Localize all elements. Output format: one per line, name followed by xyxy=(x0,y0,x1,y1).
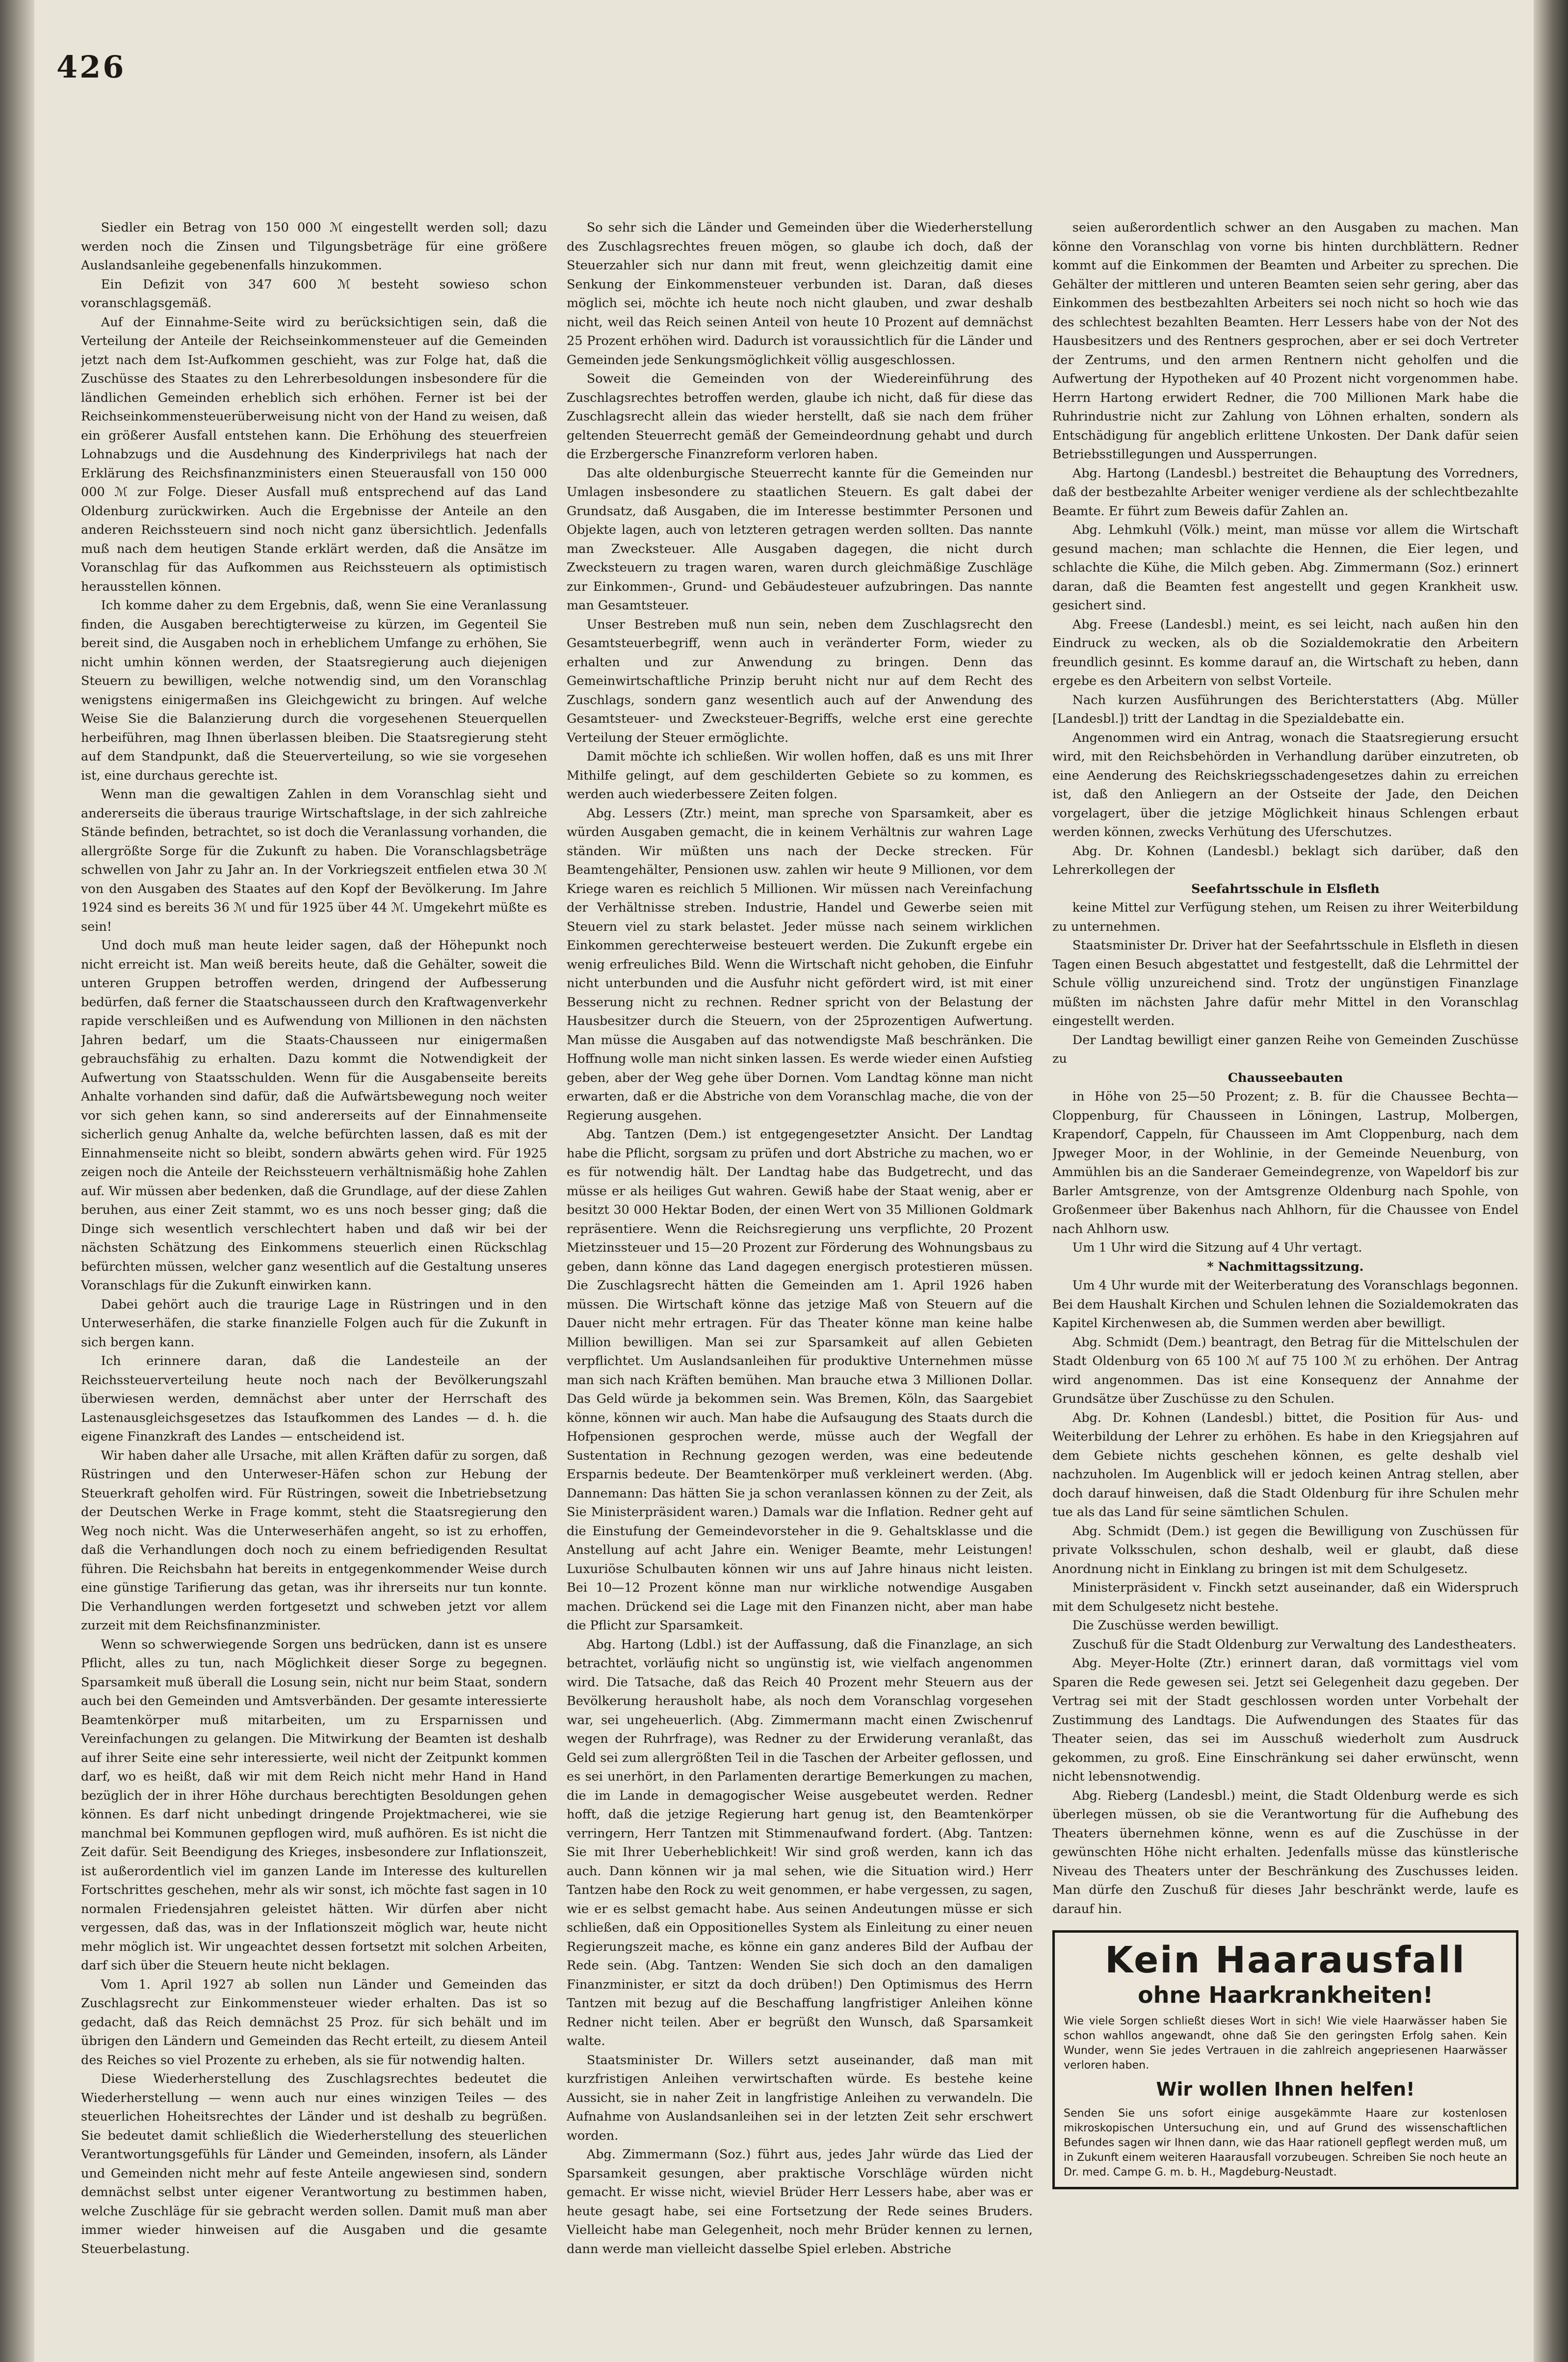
paragraph: Wenn so schwerwiegende Sorgen uns bedrücken, dann ist es unsere Pflicht, alles zu tun, nach Möglichkeit dieser Sorge zu begegnen. Sparsamkeit muß überall die Losung sein, nicht nur beim Staat, sondern auch bei den Gemeinden und Amtsverbänden. Der gesamte interessierte Beamtenkörper muß mitarbeiten, um zu Ersparnissen und Vereinfachungen zu gelangen. Die Mitwirkung der Beamten ist deshalb auf ihrer Seite eine sehr interessierte, weil nicht der Zeitpunkt kommen darf, wo es heißt, daß wir mit dem Reich nicht mehr Hand in Hand bezüglich der in ihrer Höhe durchaus berechtigten Besoldungen gehen können. Es darf nicht unbedingt dringende Projektmacherei, wie sie manchmal bei Kommunen gepflogen wird, muß aufhören. Es ist nicht die Zeit dafür. Seit Beendigung des Krieges, insbesondere zur Inflationszeit, ist außerordentlich viel im ganzen Lande im Interesse des kulturellen Fortschrittes geschehen, mehr als wir sonst, ich möchte fast sagen in 10 normalen Friedensjahren geleistet hätten. Wir dürfen aber nicht vergessen, daß das, was in der Inflationszeit möglich war, heute nicht mehr möglich ist. Wir ungeachtet dessen fortsetzt mit solchen Arbeiten, darf sich über die Steuern heute nicht beklagen. xyxy=(81,1637,547,1973)
column-1 xyxy=(81,218,547,2328)
paragraph: Chausseebauten xyxy=(1228,1070,1343,1085)
column-2 xyxy=(567,218,1033,2328)
paragraph: Abg. Lessers (Ztr.) meint, man spreche von Sparsamkeit, aber es würden Ausgaben gemacht, die in keinem Verhältnis zur wahren Lage ständen. Wir müßten uns nach der Decke strecken. Für Beamtengehälter, Pensionen usw. zahlen wir heute 9 Millionen, vor dem Kriege waren es reichlich 5 Millionen. Wir müssen nach Vereinfachung der Verhältnisse streben. Industrie, Handel und Gewerbe seien mit Steuern viel zu stark belastet. Jeder müsse nach seinem wirklichen Einkommen gerechterweise besteuert werden. Die Zukunft ergebe ein wenig erfreuliches Bild. Wenn die Wirtschaft nicht gehoben, die Einfuhr nicht unterbunden und die Ausfuhr nicht gefördert wird, ist mit einer Besserung nicht zu rechnen. Redner spricht von der Belastung der Hausbesitzer durch die Steuern, von der 25prozentigen Aufwertung. Man müsse die Ausgaben auf das notwendigste Maß beschränken. Die Hoffnung wolle man nicht sinken lassen. Es werde wieder einen Aufstieg geben, aber der Weg gehe über Dornen. Vom Landtag könne man nicht erwarten, daß er die Abstriche von dem Voranschlag mache, die von der Regierung ausgehen. xyxy=(567,806,1033,1123)
paragraph: * Nachmittagssitzung. xyxy=(1207,1259,1364,1274)
paragraph: Abg. Schmidt (Dem.) beantragt, den Betrag für die Mittelschulen der Stadt Oldenburg von 65 100 ℳ auf 75 100 ℳ zu erhöhen. Der Antrag wird angenommen. Das ist eine Konsequenz der Annahme der Grundsätze über Zuschüsse zu den Schulen. xyxy=(1052,1335,1518,1406)
paragraph: Um 1 Uhr wird die Sitzung auf 4 Uhr vertagt. xyxy=(1072,1240,1362,1255)
paragraph: Die Zuschüsse werden bewilligt. xyxy=(1072,1618,1279,1633)
paragraph: Diese Wiederherstellung des Zuschlagsrechtes bedeutet die Wiederherstellung — wenn auch nur eines winzigen Teiles — des steuerlichen Hoheitsrechtes der Länder und ist deshalb zu begrüßen. Sie bedeutet damit schließlich die Wiederherstellung des steuerlichen Verantwortungsgefühls für Länder und Gemeinden, insofern, als Länder und Gemeinden nicht mehr auf feste Anteile angewiesen sind, sondern demnächst selbst unter eigener Verantwortung zu bestimmen haben, welche Zuschläge für sie gebracht werden sollen. Damit muß man aber immer wieder hinweisen auf die Ausgaben und die gesamte Steuerbelastung. xyxy=(81,2072,547,2257)
paragraph: Vom 1. April 1927 ab sollen nun Länder und Gemeinden das Zuschlagsrecht zur Einkommensteuer wieder erhalten. Das ist so gedacht, daß das Reich demnächst 25 Proz. für sich behält und im übrigen den Ländern und Gemeinden das Recht erteilt, zu diesem Anteil des Reiches so viel Prozente zu erheben, als sie für notwendig halten. xyxy=(81,1977,547,2068)
left-page-margin xyxy=(0,0,34,2362)
paragraph: seien außerordentlich schwer an den Ausgaben zu machen. Man könne den Voranschlag von vorne bis hinten durchblättern. Redner kommt auf die Einkommen der Beamten und Arbeiter zu sprechen. Die Gehälter der mittleren und unteren Beamten seien sehr gering, aber das Einkommen des bestbezahlten Arbeiters sei noch nicht so hoch wie das des schlechtest bezahlten Beamten. Herr Lessers habe von der Not des Hausbesitzers und des Rentners gesprochen, aber er sei doch Vertreter der Zentrums, und den armen Rentnern nicht geholfen und die Aufwertung der Hypotheken auf 40 Prozent nicht vorgenommen habe. Herrn Hartong erwidert Redner, die 700 Millionen Mark habe die Ruhrindustrie nicht zur Zahlung von Löhnen erhalten, sondern als Entschädigung für angeblich erlittene Unkosten. Der Dank dafür seien Betriebsstillegungen und Aussperrungen. xyxy=(1052,220,1518,462)
advertisement-box xyxy=(1052,1930,1518,2189)
ad-subtitle: ohne Haarkrankheiten! xyxy=(1138,1982,1433,2008)
paragraph: Staatsminister Dr. Willers setzt auseinander, daß man mit kurzfristigen Anleihen verwirtschaften würde. Es bestehe keine Aussicht, sie in naher Zeit in langfristige Anleihen zu verwandeln. Die Aufnahme von Auslandsanleihen sei in der letzten Zeit sehr erschwert worden. xyxy=(567,2052,1033,2143)
paragraph: Um 4 Uhr wurde mit der Weiterberatung des Voranschlags begonnen. Bei dem Haushalt Kirchen und Schulen lehnen die Sozialdemokraten das Kapitel Kirchenwesen ab, die Summen werden aber bewilligt. xyxy=(1052,1278,1518,1331)
paragraph: Das alte oldenburgische Steuerrecht kannte für die Gemeinden nur Umlagen insbesondere zu staatlichen Steuern. Es galt dabei der Grundsatz, daß Ausgaben, die im Interesse bestimmter Personen und Objekte lagen, auch von letzteren getragen werden sollten. Das nannte man Zwecksteuer. Alle Ausgaben dagegen, die nicht durch Zwecksteuern zu tragen waren, waren durch gleichmäßige Zuschläge zur Einkommen-, Grund- und Gebäudesteuer aufzubringen. Das nannte man Gesamtsteuer. xyxy=(567,466,1033,613)
paragraph: Abg. Hartong (Ldbl.) ist der Auffassung, daß die Finanzlage, an sich betrachtet, vorläufig nicht so ungünstig ist, wie vielfach angenommen wird. Die Tatsache, daß das Reich 40 Prozent mehr Steuern aus der Bevölkerung herausholt habe, als noch dem Voranschlag vorgesehen war, sei ungeheuerlich. (Abg. Zimmermann macht einen Zwischenruf wegen der Ruhrfrage), was Redner zu der Erwiderung veranlaßt, das Geld sei zum allergrößten Teil in die Taschen der Arbeiter geflossen, und es sei unerhört, in den Parlamenten derartige Bemerkungen zu machen, die im Lande in demagogischer Weise ausgebeutet werden. Redner hofft, daß die jetzige Regierung hart genug ist, den Beamtenkörper verringern, Herr Tantzen mit Stimmenaufwand fordert. (Abg. Tantzen: Sie mit Ihrer Ueberheblichkeit! Wir sind groß werden, kann ich das auch. Dann können wir ja mal sehen, wie die Situation wird.) Herr Tantzen habe den Rock zu weit genommen, er habe vergessen, zu sagen, wie er es selbst gemacht habe. Aus seinen Andeutungen müsse er sich schließen, daß ein Oppositionelles System als Einleitung zu einer neuen Regierungszeit mache, es könne ein ganz anderes Bild der Aufbau der Rede sein. (Abg. Tantzen: Wenden Sie sich doch an den damaligen Finanzminister, er sitzt da doch drüben!) Den Optimismus des Herrn Tantzen mit bezug auf die Beschaffung langfristiger Anleihen könne Redner nicht teilen. Aber er begrüßt den Wunsch, daß Sparsamkeit walte. xyxy=(567,1637,1033,2048)
paragraph: Nach kurzen Ausführungen des Berichterstatters (Abg. Müller [Landesbl.]) tritt der Landtag in die Spezialdebatte ein. xyxy=(1052,692,1518,726)
paragraph: Siedler ein Betrag von 150 000 ℳ eingestellt werden soll; dazu werden noch die Zinsen und Tilgungsbeträge für eine größere Auslandsanleihe gegebenenfalls hinzukommen. xyxy=(81,220,547,273)
paragraph: in Höhe von 25—50 Prozent; z. B. für die Chaussee Bechta—Cloppenburg, für Chausseen in Löningen, Lastrup, Molbergen, Krapendorf, Cappeln, für Chausseen im Amt Cloppenburg, nach dem Jpweger Moor, in der Wohlinie, in der Gemeinde Neuenburg, von Ammühlen bis an die Sanderaer Gemeindegrenze, von Wapeldorf bis zur Barler Amtsgrenze, von der Amtsgrenze Oldenburg nach Spohle, von Großenmeer über Bakenhus nach Ahlhorn, für die Chaussee von Endel nach Ahlhorn usw. xyxy=(1052,1089,1518,1236)
page-number: 426 xyxy=(56,49,126,85)
paragraph: Dabei gehört auch die traurige Lage in Rüstringen und in den Unterweserhäfen, die starke finanzielle Folgen auch für die Zukunft in sich bergen kann. xyxy=(81,1297,547,1350)
paragraph: Abg. Freese (Landesbl.) meint, es sei leicht, nach außen hin den Eindruck zu wecken, als ob die Sozialdemokratie den Arbeitern freundlich gesinnt. Es komme darauf an, die Wirtschaft zu heben, dann ergebe es den Arbeitern von selbst Vorteile. xyxy=(1052,617,1518,688)
ad-body: Wie viele Sorgen schließt dieses Wort in sich! Wie viele Haarwässer haben Sie schon wahllos angewandt, ohne daß Sie den geringsten Erfolg sahen. Kein Wunder, wenn Sie jedes Vertrauen in die zahlreich angepriesenen Haarwässer verloren haben. xyxy=(1064,2015,1507,2072)
ad-footer: Senden Sie uns sofort einige ausgekämmte Haare zur kostenlosen mikroskopischen Untersuchung ein, und auf Grund des wissenschaftlichen Befundes sagen wir Ihnen dann, wie das Haar rationell gepflegt werden muß, um in Zukunft einem weiteren Haarausfall vorzubeugen. Schreiben Sie noch heute an Dr. med. Campe G. m. b. H., Magdeburg-Neustadt. xyxy=(1064,2107,1507,2178)
paragraph: Abg. Zimmermann (Soz.) führt aus, jedes Jahr würde das Lied der Sparsamkeit gesungen, aber praktische Vorschläge würden nicht gemacht. Er wisse nicht, wieviel Brüder Herr Lessers habe, aber was er heute gesagt habe, sei eine Fortsetzung der Rede seines Bruders. Vielleicht habe man Gelegenheit, noch mehr Brüder kennen zu lernen, dann werde man vielleicht dasselbe Spiel erleben. Abstriche xyxy=(567,2147,1033,2257)
paragraph: Auf der Einnahme-Seite wird zu berücksichtigen sein, daß die Verteilung der Anteile der Reichseinkommensteuer auf die Gemeinden jetzt nach dem Ist-Aufkommen geschieht, was zur Folge hat, daß die Zuschüsse des Staates zu den Lehrerbesoldungen insbesondere für die ländlichen Gemeinden erheblich sich erhöhen. Ferner ist bei der Reichseinkommensteuerüberweisung nicht von der Hand zu weisen, daß ein größerer Ausfall entstehen kann. Die Erhöhung des steuerfreien Lohnabzugs und die Ausdehnung des Kinderprivilegs hat nach der Erklärung des Reichsfinanzministers einen Steuerausfall von 150 000 000 ℳ zur Folge. Dieser Ausfall muß entsprechend auf das Land Oldenburg zurückwirken. Auch die Ergebnisse der Anteile an den anderen Reichssteuern sind noch nicht ganz übersichtlich. Jedenfalls muß nach dem heutigen Stande erklärt werden, daß die Ansätze im Voranschlag für das Aufkommen aus Reichssteuern als optimistisch herausstellen können. xyxy=(81,315,547,594)
right-page-margin xyxy=(1534,0,1568,2362)
paragraph: Unser Bestreben muß nun sein, neben dem Zuschlagsrecht den Gesamtsteuerbegriff, wenn auch in veränderter Form, wieder zu erhalten und zur Anwendung zu bringen. Denn das Gemeinwirtschaftliche Prinzip beruht nicht nur auf dem Recht des Zuschlags, sondern ganz wesentlich auch auf der Anwendung des Gesamtsteuer- und Zwecksteuer-Begriffs, welche erst eine gerechte Verteilung der Steuer ermöglichte. xyxy=(567,617,1033,745)
paragraph: Abg. Dr. Kohnen (Landesbl.) bittet, die Position für Aus- und Weiterbildung der Lehrer zu erhöhen. Es habe in den Kriegsjahren auf dem Gebiete nichts geschehen können, es gelte deshalb viel nachzuholen. Im Augenblick will er jedoch keinen Antrag stellen, aber doch darauf hinweisen, daß die Stadt Oldenburg für ihre Schulen mehr tue als das Land für seine sämtlichen Schulen. xyxy=(1052,1410,1518,1520)
paragraph: Abg. Tantzen (Dem.) ist entgegengesetzter Ansicht. Der Landtag habe die Pflicht, sorgsam zu prüfen und dort Abstriche zu machen, wo er es für notwendig hält. Der Landtag habe das Budgetrecht, und das müsse er als heiliges Gut wahren. Gewiß habe der Staat wenig, aber er besitzt 30 000 Hektar Boden, der einen Wert von 35 Millionen Goldmark repräsentiere. Wenn die Reichsregierung uns verpflichte, 20 Prozent Mietzinssteuer und 15—20 Prozent zur Förderung des Wohnungsbaus zu geben, dann könne das Land dagegen energisch protestieren müssen. Die Zuschlagsrecht hätten die Gemeinden am 1. April 1926 haben müssen. Die Wirtschaft könne das jetzige Maß von Steuern auf die Dauer nicht mehr ertragen. Für das Theater könne man keine halbe Million bewilligen. Man sei zur Sparsamkeit auf allen Gebieten verpflichtet. Um Auslandsanleihen für produktive Unternehmen müsse man sich nach Kräften bemühen. Man brauche etwa 3 Millionen Dollar. Das Geld würde ja bekommen sein. Was Bremen, Köln, das Saargebiet könne, können wir auch. Man habe die Aufsaugung des Staats durch die Hofpensionen gesprochen werde, müsse auch der Wegfall der Sustentation in Rechnung gezogen werden, was eine bedeutende Ersparnis bedeute. Der Beamtenkörper muß verkleinert werden. (Abg. Dannemann: Das hätten Sie ja schon veranlassen können zu der Zeit, als Sie Ministerpräsident waren.) Damals war die Inflation. Redner geht auf die Einstufung der Gemeindevorsteher in die 9. Gehaltsklasse und die Anstellung auf acht Jahre ein. Weniger Beamte, mehr Leistungen! Luxuriöse Schulbauten können wir uns auf Jahre hinaus nicht leisten. Bei 10—12 Prozent könne man nur wirkliche notwendige Ausgaben machen. Drückend sei die Lage mit den Finanzen nicht, aber man habe die Pflicht zur Sparsamkeit. xyxy=(567,1127,1033,1633)
paragraph: Damit möchte ich schließen. Wir wollen hoffen, daß es uns mit Ihrer Mithilfe gelingt, auf dem geschilderten Gebiete so zu kommen, es werden auch wiederbessere Zeiten folgen. xyxy=(567,749,1033,802)
article-columns xyxy=(81,218,1521,2328)
paragraph: Abg. Lehmkuhl (Völk.) meint, man müsse vor allem die Wirtschaft gesund machen; man schlachte die Hennen, die Eier legen, und schlachte die Kühe, die Milch geben. Abg. Zimmermann (Soz.) erinnert daran, daß die Beamten fest angestellt und gegen Krankheit usw. gesichert sind. xyxy=(1052,523,1518,613)
paragraph: Ministerpräsident v. Finckh setzt auseinander, daß ein Widerspruch mit dem Schulgesetz nicht bestehe. xyxy=(1052,1580,1518,1614)
paragraph: Soweit die Gemeinden von der Wiedereinführung des Zuschlagsrechtes betroffen werden, glaube ich nicht, daß für diese das Zuschlagsrecht allein das wieder herstellt, daß sie nach dem früher geltenden Steuerrecht gemäß der Gemeindeordnung gehabt und durch die Erzbergersche Finanzreform verloren haben. xyxy=(567,371,1033,462)
ad-help-line: Wir wollen Ihnen helfen! xyxy=(1156,2078,1415,2100)
paragraph: Zuschuß für die Stadt Oldenburg zur Verwaltung des Landestheaters. xyxy=(1072,1637,1516,1652)
paragraph: Und doch muß man heute leider sagen, daß der Höhepunkt noch nicht erreicht ist. Man weiß bereits heute, daß die Gehälter, soweit die unteren Gruppen betroffen werden, dringend der Aufbesserung bedürfen, daß ferner die Staatschausseen durch den Kraftwagenverkehr rapide verschleißen und es Aufwendung von Millionen in den nächsten Jahren bedarf, um die Staats-Chausseen nur einigermaßen gebrauchsfähig zu erhalten. Dazu kommt die Notwendigkeit der Aufwertung von Staatsschulden. Wenn für die Ausgabenseite bereits Anhalte vorhanden sind dafür, daß die Aufwärtsbewegung noch weiter vor sich gehen kann, so sind andererseits auf der Einnahmenseite sicherlich genug Anhalte da, welche befürchten lassen, daß es mit der Einnahmenseite nicht so bleibt, sondern abwärts gehen wird. Für 1925 zeigen noch die Anteile der Reichssteuern verhältnismäßig hohe Zahlen auf. Wir müssen aber bedenken, daß die Grundlage, auf der diese Zahlen beruhen, aus einer Zeit stammt, wo es uns noch besser ging; daß die Dinge sich wesentlich verschlechtert haben und daß wir bei der nächsten Schätzung des Einkommens steuerlich einen Rückschlag befürchten müssen, welcher ganz wesentlich auf die Gestaltung unseres Voranschlags für die Zukunft einwirken kann. xyxy=(81,938,547,1293)
paragraph: Wir haben daher alle Ursache, mit allen Kräften dafür zu sorgen, daß Rüstringen und den Unterweser-Häfen schon zur Hebung der Steuerkraft geholfen wird. Für Rüstringen, soweit die Inbetriebsetzung der Deutschen Werke in Frage kommt, steht die Staatsregierung den Weg noch nicht. Was die Unterweserhäfen angeht, so ist zu erhoffen, daß die Verhandlungen doch noch zu einem befriedigenden Resultat führen. Die Reichsbahn hat bereits in entgegenkommender Weise durch eine günstige Tarifierung das getan, was ihr ihrerseits nur tun konnte. Die Verhandlungen werden fortgesetzt und schweben jetzt vor allem zurzeit mit dem Reichsfinanzminister. xyxy=(81,1448,547,1633)
paragraph: Abg. Dr. Kohnen (Landesbl.) beklagt sich darüber, daß den Lehrerkollegen der xyxy=(1052,843,1518,877)
paragraph: Ich erinnere daran, daß die Landesteile an der Reichssteuerverteilung heute noch nach der Bevölkerungszahl überwiesen werden, demnächst aber unter der Herrschaft des Lastenausgleichsgesetzes das Istaufkommen des Landes — d. h. die eigene Finanzkraft des Landes — entscheidend ist. xyxy=(81,1354,547,1444)
paragraph: Der Landtag bewilligt einer ganzen Reihe von Gemeinden Zuschüsse zu xyxy=(1052,1032,1518,1066)
paragraph: Staatsminister Dr. Driver hat der Seefahrtsschule in Elsfleth in diesen Tagen einen Besuch abgestattet und festgestellt, daß die Lehrmittel der Schule völlig unzureichend sind. Trotz der ungünstigen Finanzlage müßten im nächsten Jahre dafür mehr Mittel in den Voranschlag eingestellt werden. xyxy=(1052,938,1518,1028)
paragraph: Abg. Hartong (Landesbl.) bestreitet die Behauptung des Vorredners, daß der bestbezahlte Arbeiter weniger verdiene als der schlechtbezahlte Beamte. Er führt zum Beweis dafür Zahlen an. xyxy=(1052,466,1518,519)
paragraph: Abg. Meyer-Holte (Ztr.) erinnert daran, daß vormittags viel vom Sparen die Rede gewesen sei. Jetzt sei Gelegenheit dazu gegeben. Der Vertrag sei mit der Stadt geschlossen worden unter Vorbehalt der Zustimmung des Landtags. Die Aufwendungen des Staates für das Theater seien, das sei im Ausschuß wiederholt zum Ausdruck gekommen, zu groß. Eine Einschränkung sei daher erwünscht, wenn nicht lebensnotwendig. xyxy=(1052,1656,1518,1784)
paragraph: Ich komme daher zu dem Ergebnis, daß, wenn Sie eine Veranlassung finden, die Ausgaben berechtigterweise zu kürzen, im Gegenteil Sie bereit sind, die Ausgaben noch in erheblichem Umfange zu erhöhen, Sie nicht umhin können werden, der Staatsregierung auch diejenigen Steuern zu bewilligen, welche notwendig sind, um den Voranschlag wenigstens einigermaßen ins Gleichgewicht zu bringen. Auf welche Weise Sie die Balanzierung durch die vorgesehenen Steuerquellen herbeiführen, mag Ihnen überlassen bleiben. Die Staatsregierung steht auf dem Standpunkt, daß die Steuerverteilung, so wie sie vorgesehen ist, eine durchaus gerechte ist. xyxy=(81,598,547,783)
ad-title: Kein Haarausfall xyxy=(1105,1939,1466,1981)
paragraph: Angenommen wird ein Antrag, wonach die Staatsregierung ersucht wird, mit den Reichsbehörden in Verhandlung darüber einzutreten, ob eine Aenderung des Reichskriegsschadengesetzes dahin zu erreichen ist, daß den Anliegern an der Ostseite der Jade, den Deichen vorgelagert, über die jetzige Möglichkeit hinaus Schlengen erbaut werden können, zwecks Verhütung des Uferschutzes. xyxy=(1052,730,1518,840)
paragraph: Ein Defizit von 347 600 ℳ besteht sowieso schon voranschlagsgemäß. xyxy=(81,277,547,311)
column-3 xyxy=(1052,218,1518,2328)
paragraph: keine Mittel zur Verfügung stehen, um Reisen zu ihrer Weiterbildung zu unternehmen. xyxy=(1052,900,1518,934)
column-3-text xyxy=(1052,218,1518,1918)
paragraph: Abg. Schmidt (Dem.) ist gegen die Bewilligung von Zuschüssen für private Volksschulen, schon deshalb, weil er glaubt, daß diese Anordnung nicht in Einklang zu bringen ist mit dem Schulgesetz. xyxy=(1052,1523,1518,1576)
paragraph: So sehr sich die Länder und Gemeinden über die Wiederherstellung des Zuschlagsrechtes freuen mögen, so glaube ich doch, daß der Steuerzahler sich nur dann mit freut, wenn gleichzeitig damit eine Senkung der Einkommensteuer verbunden ist. Daran, daß dieses möglich sei, möchte ich heute noch nicht glauben, und zwar deshalb nicht, weil das Reich seinen Anteil von heute 10 Prozent auf demnächst 25 Prozent erhöhen wird. Dadurch ist voraussichtlich für die Länder und Gemeinden jede Senkungsmöglichkeit völlig ausgeschlossen. xyxy=(567,220,1033,367)
paragraph: Seefahrtsschule in Elsfleth xyxy=(1191,881,1380,896)
paragraph: Abg. Rieberg (Landesbl.) meint, die Stadt Oldenburg werde es sich überlegen müssen, ob sie die Verantwortung für die Aufhebung des Theaters übernehmen könne, wenn es auf die Zuschüsse in der gewünschten Höhe nicht erhalten. Jedenfalls müsse das künstlerische Niveau des Theaters unter der Beschränkung des Zuschusses leiden. Man dürfe den Zuschuß für dieses Jahr beschränkt werde, laufe es darauf hin. xyxy=(1052,1788,1518,1916)
paragraph: Wenn man die gewaltigen Zahlen in dem Voranschlag sieht und andererseits die überaus traurige Wirtschaftslage, in der sich zahlreiche Stände befinden, betrachtet, so ist doch die Veranlassung vorhanden, die allergrößte Sorge für die Zukunft zu haben. Die Voranschlagsbeträge schwellen von Jahr zu Jahr an. In der Vorkriegszeit entfielen etwa 30 ℳ von den Ausgaben des Staates auf den Kopf der Bevölkerung. Im Jahre 1924 sind es bereits 36 ℳ und für 1925 über 44 ℳ. Umgekehrt müßte es sein! xyxy=(81,787,547,934)
